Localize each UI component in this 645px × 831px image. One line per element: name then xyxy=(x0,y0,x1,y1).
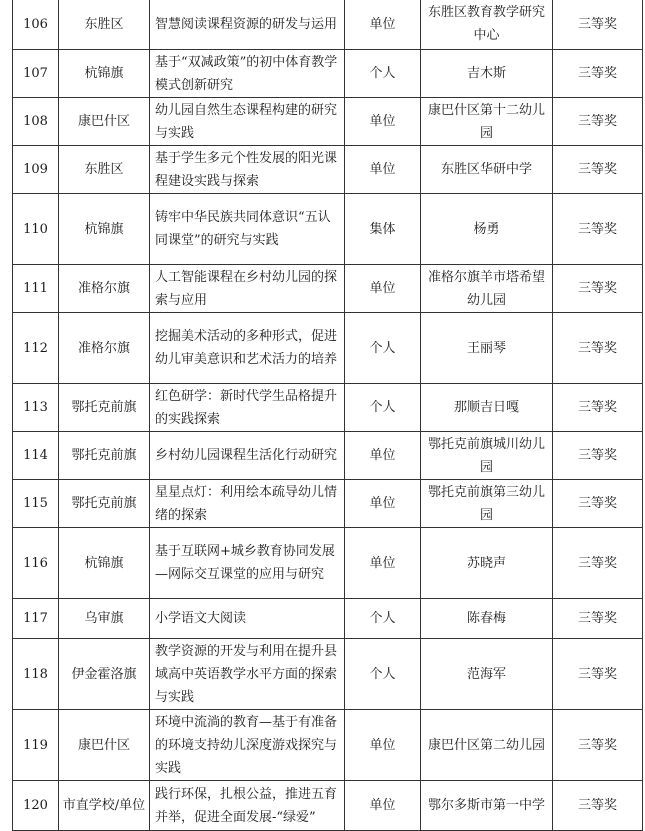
row-number: 114 xyxy=(13,432,59,480)
row-award: 三等奖 xyxy=(553,313,643,384)
table-row xyxy=(13,313,643,384)
row-type: 个人 xyxy=(345,313,421,384)
row-title: 铸牢中华民族共同体意识“五认同课堂”的研究与实践 xyxy=(150,194,345,265)
row-unit: 那顺吉日嘎 xyxy=(421,384,553,432)
row-unit: 陈春梅 xyxy=(421,599,553,639)
row-number: 106 xyxy=(13,0,59,50)
table-row xyxy=(13,710,643,781)
row-award: 三等奖 xyxy=(553,265,643,313)
row-type: 单位 xyxy=(345,480,421,528)
row-number: 115 xyxy=(13,480,59,528)
row-title: 挖掘美术活动的多种形式，促进幼儿审美意识和艺术活力的培养 xyxy=(150,313,345,384)
row-region: 伊金霍洛旗 xyxy=(59,639,150,710)
row-type: 单位 xyxy=(345,265,421,313)
row-type: 单位 xyxy=(345,432,421,480)
row-type: 个人 xyxy=(345,384,421,432)
row-number: 112 xyxy=(13,313,59,384)
row-title: 小学语文大阅读 xyxy=(150,599,345,639)
row-region: 准格尔旗 xyxy=(59,313,150,384)
row-region: 市直学校/单位 xyxy=(59,781,150,831)
row-region: 康巴什区 xyxy=(59,98,150,146)
row-unit: 吉木斯 xyxy=(421,50,553,98)
row-number: 107 xyxy=(13,50,59,98)
row-unit: 鄂托克前旗城川幼儿园 xyxy=(421,432,553,480)
row-region: 东胜区 xyxy=(59,146,150,194)
row-unit: 东胜区教育教学研究中心 xyxy=(421,0,553,50)
row-title: 乡村幼儿园课程生活化行动研究 xyxy=(150,432,345,480)
row-type: 单位 xyxy=(345,528,421,599)
table-row xyxy=(13,265,643,313)
row-type: 个人 xyxy=(345,639,421,710)
row-type: 个人 xyxy=(345,599,421,639)
row-unit: 鄂托克前旗第三幼儿园 xyxy=(421,480,553,528)
awards-table xyxy=(12,0,643,831)
row-unit: 杨勇 xyxy=(421,194,553,265)
row-title: 人工智能课程在乡村幼儿园的探索与应用 xyxy=(150,265,345,313)
table-row xyxy=(13,194,643,265)
row-award: 三等奖 xyxy=(553,50,643,98)
row-award: 三等奖 xyxy=(553,0,643,50)
row-type: 单位 xyxy=(345,146,421,194)
row-award: 三等奖 xyxy=(553,639,643,710)
row-region: 鄂托克前旗 xyxy=(59,480,150,528)
row-title: 践行环保，扎根公益，推进五育并举，促进全面发展-“绿爱” xyxy=(150,781,345,831)
row-number: 110 xyxy=(13,194,59,265)
table-row xyxy=(13,639,643,710)
row-type: 单位 xyxy=(345,98,421,146)
row-type: 集体 xyxy=(345,194,421,265)
row-type: 单位 xyxy=(345,710,421,781)
row-unit: 康巴什区第二幼儿园 xyxy=(421,710,553,781)
row-number: 108 xyxy=(13,98,59,146)
row-title: 教学资源的开发与利用在提升县域高中英语教学水平方面的探索与实践 xyxy=(150,639,345,710)
row-award: 三等奖 xyxy=(553,781,643,831)
row-number: 111 xyxy=(13,265,59,313)
row-award: 三等奖 xyxy=(553,194,643,265)
row-number: 119 xyxy=(13,710,59,781)
table-row xyxy=(13,146,643,194)
row-title: 基于学生多元个性发展的阳光课程建设实践与探索 xyxy=(150,146,345,194)
row-region: 鄂托克前旗 xyxy=(59,384,150,432)
row-award: 三等奖 xyxy=(553,432,643,480)
table-row xyxy=(13,781,643,831)
row-number: 109 xyxy=(13,146,59,194)
row-region: 乌审旗 xyxy=(59,599,150,639)
row-region: 准格尔旗 xyxy=(59,265,150,313)
row-number: 117 xyxy=(13,599,59,639)
row-award: 三等奖 xyxy=(553,528,643,599)
row-unit: 准格尔旗羊市塔希望幼儿园 xyxy=(421,265,553,313)
awards-table-body xyxy=(13,0,643,831)
table-row xyxy=(13,0,643,50)
row-award: 三等奖 xyxy=(553,384,643,432)
row-type: 个人 xyxy=(345,50,421,98)
row-region: 杭锦旗 xyxy=(59,528,150,599)
row-unit: 王丽琴 xyxy=(421,313,553,384)
row-unit: 苏晓声 xyxy=(421,528,553,599)
row-region: 东胜区 xyxy=(59,0,150,50)
table-row xyxy=(13,384,643,432)
row-region: 杭锦旗 xyxy=(59,50,150,98)
row-unit: 东胜区华研中学 xyxy=(421,146,553,194)
table-row xyxy=(13,432,643,480)
row-region: 康巴什区 xyxy=(59,710,150,781)
row-award: 三等奖 xyxy=(553,599,643,639)
row-region: 杭锦旗 xyxy=(59,194,150,265)
row-number: 118 xyxy=(13,639,59,710)
row-award: 三等奖 xyxy=(553,710,643,781)
row-award: 三等奖 xyxy=(553,480,643,528)
row-title: 星星点灯：利用绘本疏导幼儿情绪的探索 xyxy=(150,480,345,528)
row-unit: 范海军 xyxy=(421,639,553,710)
row-title: 红色研学：新时代学生品格提升的实践探索 xyxy=(150,384,345,432)
row-title: 智慧阅读课程资源的研发与运用 xyxy=(150,0,345,50)
row-award: 三等奖 xyxy=(553,98,643,146)
table-row xyxy=(13,599,643,639)
row-number: 120 xyxy=(13,781,59,831)
row-type: 单位 xyxy=(345,781,421,831)
row-title: 基于“双减政策”的初中体育教学模式创新研究 xyxy=(150,50,345,98)
row-type: 单位 xyxy=(345,0,421,50)
row-region: 鄂托克前旗 xyxy=(59,432,150,480)
row-unit: 鄂尔多斯市第一中学 xyxy=(421,781,553,831)
row-title: 基于互联网+城乡教育协同发展—网际交互课堂的应用与研究 xyxy=(150,528,345,599)
table-row xyxy=(13,480,643,528)
row-award: 三等奖 xyxy=(553,146,643,194)
table-row xyxy=(13,528,643,599)
row-title: 幼儿园自然生态课程构建的研究与实践 xyxy=(150,98,345,146)
row-unit: 康巴什区第十二幼儿园 xyxy=(421,98,553,146)
table-row xyxy=(13,98,643,146)
row-number: 113 xyxy=(13,384,59,432)
table-row xyxy=(13,50,643,98)
row-number: 116 xyxy=(13,528,59,599)
row-title: 环境中流淌的教育—基于有准备的环境支持幼儿深度游戏探究与实践 xyxy=(150,710,345,781)
